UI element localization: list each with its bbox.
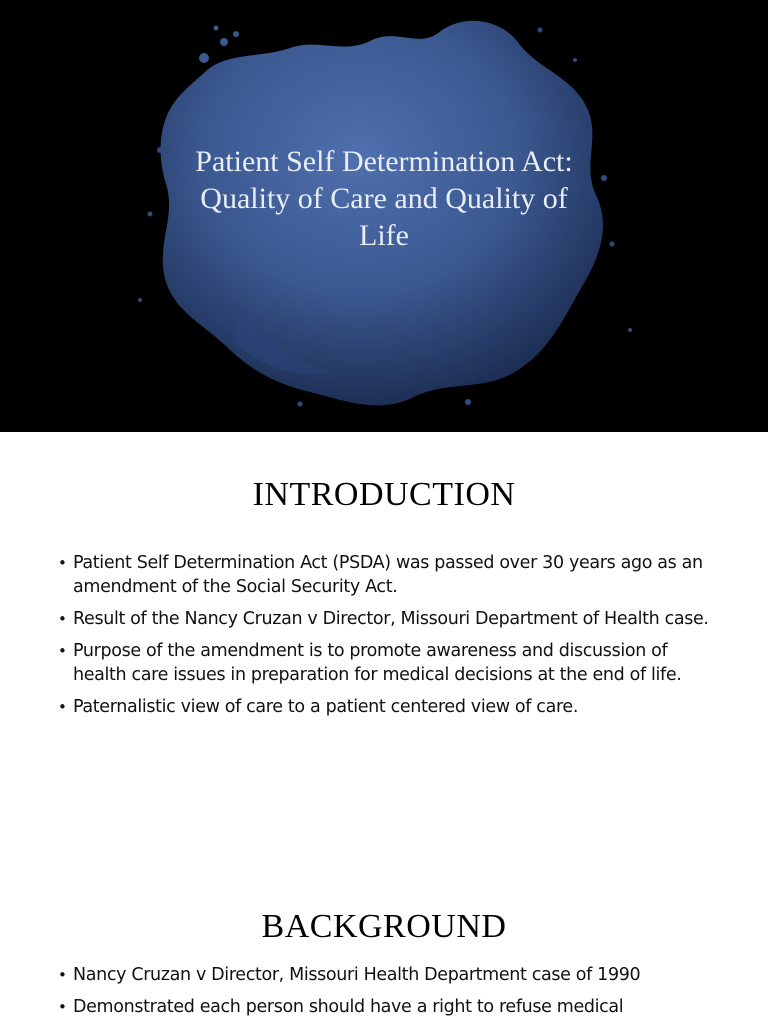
- list-item: [58, 551, 718, 599]
- background-bullet-list: [58, 963, 718, 1024]
- list-item: [58, 639, 718, 687]
- introduction-slide: [0, 432, 768, 864]
- bullet-icon: •: [58, 966, 67, 984]
- bullet-text: Result of the Nancy Cruzan v Director, Missouri Department of Health case.: [73, 609, 709, 629]
- bullet-text: Patient Self Determination Act (PSDA) was passed over 30 years ago as an amendment of the Social Security Act.: [73, 553, 703, 597]
- presentation-title: Patient Self Determination Act: Quality of Care and Quality of Life: [195, 145, 573, 252]
- bullet-text: Purpose of the amendment is to promote awareness and discussion of health care issues in preparation for medical decisions at the end of life.: [73, 641, 682, 685]
- list-item: [58, 963, 718, 987]
- background-slide: [0, 864, 768, 1024]
- bullet-icon: •: [58, 998, 67, 1016]
- bullet-icon: •: [58, 642, 67, 660]
- list-item: [58, 995, 718, 1019]
- introduction-bullet-list: [58, 551, 718, 727]
- bullet-icon: •: [58, 610, 67, 628]
- background-heading: BACKGROUND: [261, 908, 507, 945]
- bullet-icon: •: [58, 554, 67, 572]
- list-item: [58, 695, 718, 719]
- list-item: [58, 607, 718, 631]
- bullet-icon: •: [58, 698, 67, 716]
- title-slide: [0, 0, 768, 432]
- introduction-heading: INTRODUCTION: [252, 476, 516, 513]
- bullet-text: Demonstrated each person should have a right to refuse medical: [73, 997, 624, 1017]
- bullet-text: Nancy Cruzan v Director, Missouri Health Department case of 1990: [73, 965, 641, 985]
- bullet-text: Paternalistic view of care to a patient centered view of care.: [73, 697, 579, 717]
